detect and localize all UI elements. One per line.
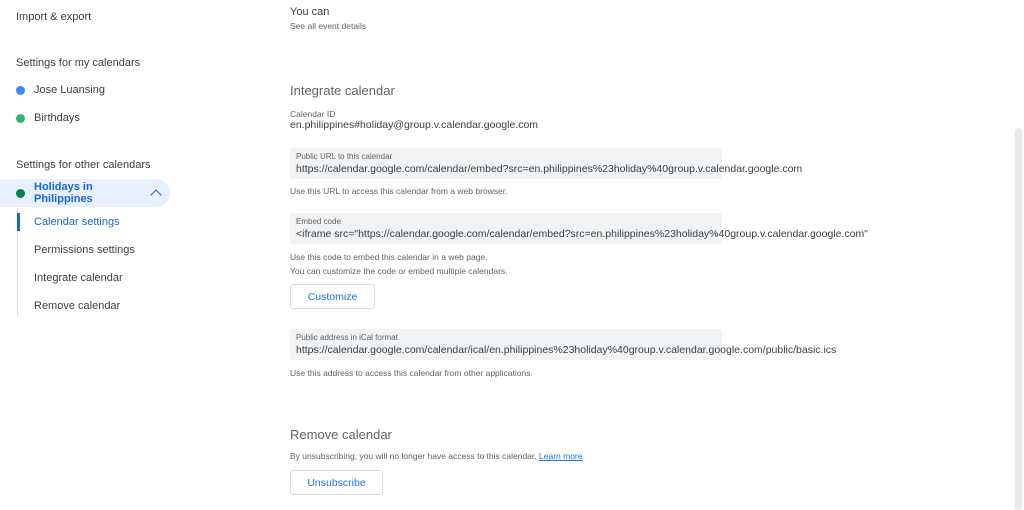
sidebar-calendar-birthdays[interactable] — [0, 104, 170, 132]
embed-code-value[interactable]: <iframe src="https://calendar.google.com/calendar/embed?src=en.philippines%23holiday%40group.v.calendar.google.com" — [296, 228, 868, 240]
calendar-label: Holidays in Philippines — [34, 181, 93, 205]
sub-nav-calendar-settings[interactable]: Calendar settings — [34, 216, 120, 228]
page-scrollbar[interactable] — [1015, 128, 1022, 510]
unsubscribe-button[interactable]: Unsubscribe — [290, 470, 383, 495]
settings-sidebar — [0, 0, 180, 510]
sub-nav-remove-calendar[interactable]: Remove calendar — [34, 300, 121, 312]
sidebar-calendar-holidays-philippines[interactable] — [0, 179, 170, 207]
integrate-heading: Integrate calendar — [290, 83, 395, 98]
public-url-help: Use this URL to access this calendar from a web browser. — [290, 186, 508, 196]
my-calendars-heading: Settings for my calendars — [16, 57, 141, 69]
calendar-color-dot — [16, 86, 25, 95]
calendar-color-dot — [16, 114, 25, 123]
embed-code-field[interactable] — [290, 213, 868, 244]
calendar-id-value[interactable]: en.philippines#holiday@group.v.calendar.google.com — [290, 119, 539, 131]
embed-code-label: Embed code — [296, 217, 341, 226]
public-url-value[interactable]: https://calendar.google.com/calendar/embed?src=en.philippines%23holiday%40group.v.calendar.google.com — [296, 163, 803, 175]
customize-button[interactable]: Customize — [290, 284, 375, 309]
calendar-label: Jose Luansing — [34, 84, 105, 96]
sidebar-item-import-export[interactable]: Import & export — [16, 11, 92, 23]
remove-description — [290, 451, 582, 461]
sub-nav-integrate-calendar[interactable]: Integrate calendar — [34, 272, 123, 284]
access-permission: You can — [290, 6, 330, 18]
remove-heading: Remove calendar — [290, 427, 392, 442]
remove-text: By unsubscribing, you will no longer have access to this calendar. — [290, 451, 537, 461]
embed-help: Use this code to embed this calendar in a web page. — [290, 252, 488, 262]
embed-help-customize: You can customize the code or embed multiple calendars. — [290, 266, 508, 276]
ical-help: Use this address to access this calendar from other applications. — [290, 368, 533, 378]
learn-more-link[interactable]: Learn more — [539, 451, 583, 461]
ical-address-value[interactable]: https://calendar.google.com/calendar/ical/en.philippines%23holiday%40group.v.calendar.google.com/public/basic.ics — [296, 344, 837, 356]
ical-address-field[interactable] — [290, 329, 837, 360]
public-url-field[interactable] — [290, 148, 803, 179]
chevron-up-icon[interactable] — [150, 189, 161, 200]
calendar-sub-nav — [17, 208, 177, 316]
sub-nav-permissions-settings[interactable]: Permissions settings — [34, 244, 135, 256]
access-detail: See all event details — [290, 21, 367, 31]
calendar-color-dot — [16, 189, 25, 198]
sidebar-calendar-jose-luansing[interactable] — [0, 76, 170, 104]
public-url-label: Public URL to this calendar — [296, 152, 393, 161]
ical-address-label: Public address in iCal format — [296, 333, 398, 342]
active-indicator — [17, 213, 20, 231]
calendar-label: Birthdays — [34, 112, 80, 124]
other-calendars-heading: Settings for other calendars — [16, 159, 151, 171]
calendar-id-label: Calendar ID — [290, 109, 336, 119]
